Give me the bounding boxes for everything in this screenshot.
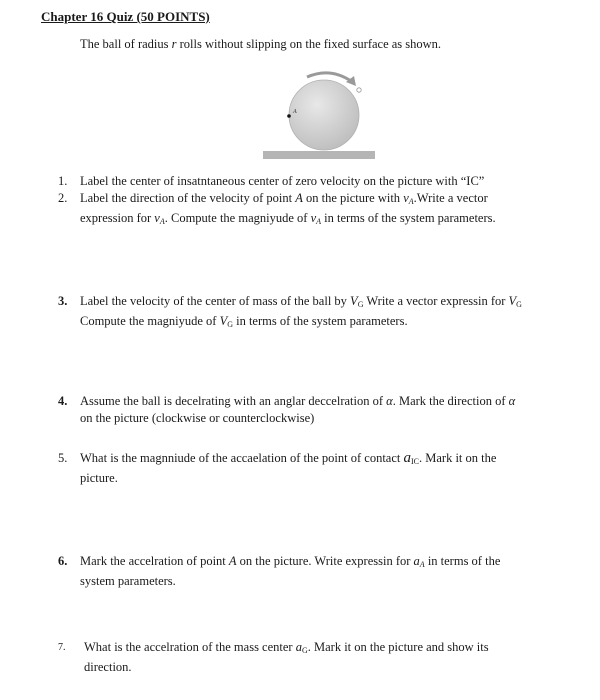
point-a-label: A <box>293 109 297 115</box>
ball-diagram <box>255 65 385 165</box>
question-1: 1. Label the center of insatntaneous center of zero velocity on the picture with “IC” <box>58 174 485 188</box>
ball-marker-dot <box>357 88 361 92</box>
question-2: 2. Label the direction of the velocity of point A on the picture with $v_A.Write$ a vector expression for $v_A$. Compute the magniyude of $v_A$ in terms of the system parameters. <box>58 191 496 226</box>
question-3: 3. Label the velocity of the center of mass of the ball by $V_G$ Write a vector expressin for $V_G$ Compute the magniyude of $V_G$ in terms of the system parameters. <box>58 294 522 329</box>
question-4: 4. Assume the ball is decelrating with an anglar deccelration of α. Mark the direction of α on the picture (clockwise or counterclockwise) <box>58 394 516 425</box>
intro-text: The ball of radius r rolls without slipping on the fixed surface as shown. <box>80 37 442 51</box>
ball <box>289 80 359 150</box>
page-title: Chapter 16 Quiz (50 POINTS) <box>41 9 210 24</box>
question-7: 7. What is the accelration of the mass center $a_G$. Mark it on the picture and show its direction. <box>58 640 489 674</box>
point-a-dot <box>287 114 291 118</box>
radius-variable: r <box>171 37 177 51</box>
fixed-surface <box>263 151 375 159</box>
question-6: 6. Mark the accelration of point A on the picture. Write expressin for $a_A$ in terms of the system parameters. <box>58 554 501 588</box>
ball-figure <box>255 65 385 165</box>
question-5: 5. What is the magnniude of the accaelation of the point of contact $a_{IC}$. Mark it on the picture. <box>58 450 497 485</box>
rotation-arrow <box>307 73 351 81</box>
